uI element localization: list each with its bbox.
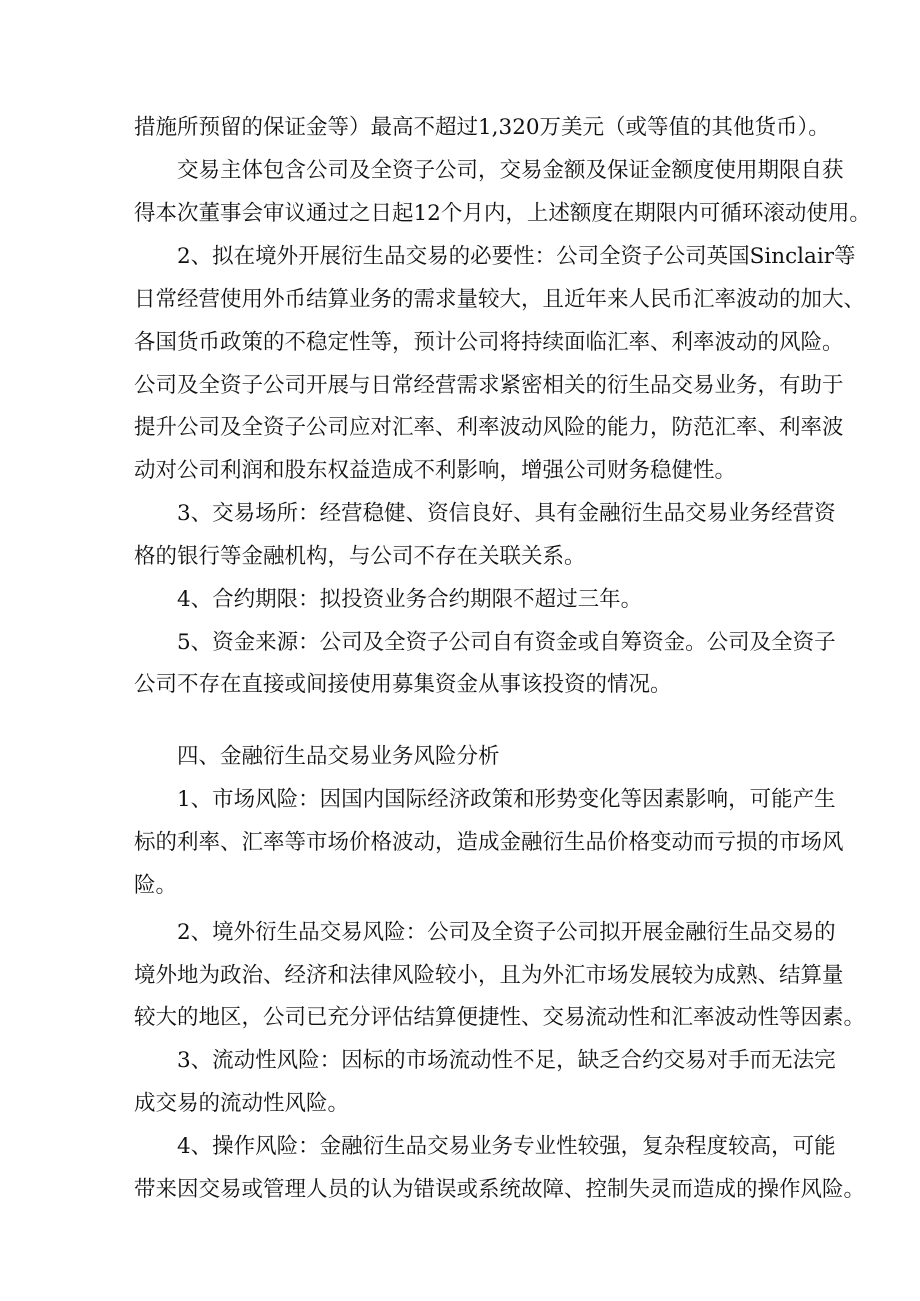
paragraph-overseas-risk-line: 境外地为政治、经济和法律风险较小，且为外汇市场发展较为成熟、结算量 — [134, 963, 844, 988]
paragraph-trading-entity-line: 得本次董事会审议通过之日起12个月内，上述额度在期限内可循环滚动使用。 — [134, 201, 871, 226]
paragraph-liquidity-risk-line: 成交易的流动性风险。 — [134, 1091, 350, 1116]
paragraph-market-risk-line: 1、市场风险：因国内国际经济政策和形势变化等因素影响，可能产生 — [177, 787, 836, 812]
paragraph-contract-term-line: 4、合约期限：拟投资业务合约期限不超过三年。 — [177, 587, 643, 612]
paragraph-funding-line: 5、资金来源：公司及全资子公司自有资金或自筹资金。公司及全资子 — [177, 630, 836, 655]
paragraph-necessity-line: 提升公司及全资子公司应对汇率、利率波动风险的能力，防范汇率、利率波 — [134, 415, 844, 440]
paragraph-operational-risk-line: 4、操作风险：金融衍生品交易业务专业性较强，复杂程度较高，可能 — [177, 1134, 836, 1159]
paragraph-funding-line: 公司不存在直接或间接使用募集资金从事该投资的情况。 — [134, 672, 672, 697]
section-heading-risk-analysis: 四、金融衍生品交易业务风险分析 — [177, 744, 500, 769]
paragraph-overseas-risk-line: 2、境外衍生品交易风险：公司及全资子公司拟开展金融衍生品交易的 — [177, 920, 836, 945]
paragraph-market-risk-line: 险。 — [134, 873, 178, 898]
paragraph-necessity-line: 2、拟在境外开展衍生品交易的必要性：公司全资子公司英国Sinclair等 — [177, 244, 856, 269]
paragraph-market-risk-line: 标的利率、汇率等市场价格波动，造成金融衍生品价格变动而亏损的市场风 — [134, 830, 844, 855]
paragraph-venue-line: 格的银行等金融机构，与公司不存在关联关系。 — [134, 544, 586, 569]
paragraph-necessity-line: 各国货币政策的不稳定性等，预计公司将持续面临汇率、利率波动的风险。 — [134, 330, 844, 355]
paragraph-venue-line: 3、交易场所：经营稳健、资信良好、具有金融衍生品交易业务经营资 — [177, 501, 836, 526]
paragraph-necessity-line: 动对公司利润和股东权益造成不利影响，增强公司财务稳健性。 — [134, 458, 737, 483]
paragraph-overseas-risk-line: 较大的地区，公司已充分评估结算便捷性、交易流动性和汇率波动性等因素。 — [134, 1005, 866, 1030]
paragraph-trading-entity-line: 交易主体包含公司及全资子公司，交易金额及保证金额度使用期限自获 — [177, 158, 844, 183]
paragraph-necessity-line: 公司及全资子公司开展与日常经营需求紧密相关的衍生品交易业务，有助于 — [134, 373, 844, 398]
paragraph-operational-risk-line: 带来因交易或管理人员的认为错误或系统故障、控制失灵而造成的操作风险。 — [134, 1177, 866, 1202]
paragraph-necessity-line: 日常经营使用外币结算业务的需求量较大，且近年来人民币汇率波动的加大、 — [134, 287, 866, 312]
paragraph-liquidity-risk-line: 3、流动性风险：因标的市场流动性不足，缺乏合约交易对手而无法完 — [177, 1048, 836, 1073]
paragraph-continuation-line: 措施所预留的保证金等）最高不超过1,320万美元（或等值的其他货币）。 — [134, 115, 830, 140]
